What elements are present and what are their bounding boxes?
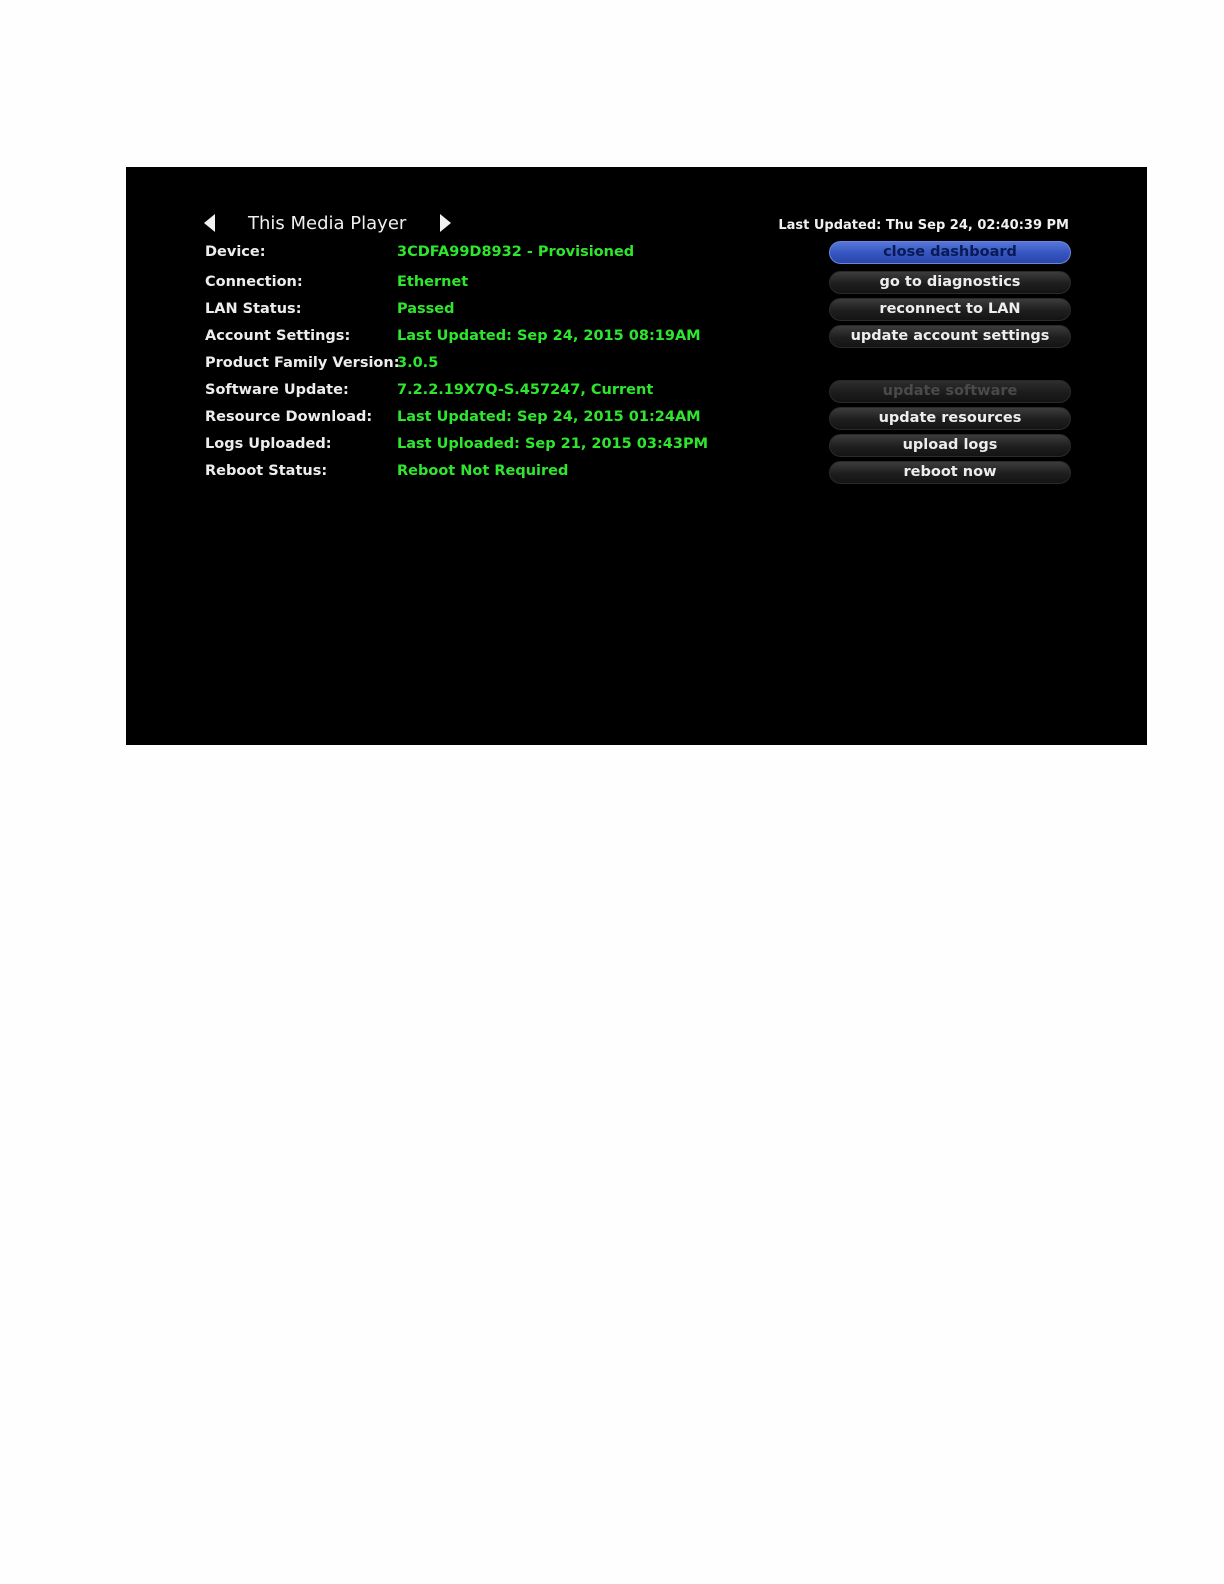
info-row-reboot-status: [205, 463, 765, 483]
info-row-lan-status: [205, 301, 765, 321]
info-value: Last Uploaded: Sep 21, 2015 03:43PM: [397, 436, 708, 452]
info-label: Logs Uploaded:: [205, 436, 332, 452]
info-label: Account Settings:: [205, 328, 351, 344]
player-navigator: [204, 209, 451, 237]
info-label: Resource Download:: [205, 409, 373, 425]
info-value: Last Updated: Sep 24, 2015 01:24AM: [397, 409, 701, 425]
info-row-account-settings: [205, 328, 765, 348]
reconnect-to-lan-button[interactable]: reconnect to LAN: [829, 298, 1071, 321]
info-label: LAN Status:: [205, 301, 302, 317]
update-software-button[interactable]: update software: [829, 380, 1071, 403]
go-to-diagnostics-button[interactable]: go to diagnostics: [829, 271, 1071, 294]
info-row-device: [205, 244, 765, 264]
info-label: Product Family Version:: [205, 355, 400, 371]
info-label: Device:: [205, 244, 266, 260]
info-value: Passed: [397, 301, 455, 317]
last-updated-timestamp: Last Updated: Thu Sep 24, 02:40:39 PM: [778, 218, 1069, 233]
update-account-settings-button[interactable]: update account settings: [829, 325, 1071, 348]
info-row-resource-download: [205, 409, 765, 429]
update-resources-button[interactable]: update resources: [829, 407, 1071, 430]
info-label: Software Update:: [205, 382, 349, 398]
info-value: 3CDFA99D8932 - Provisioned: [397, 244, 635, 260]
info-value: Ethernet: [397, 274, 469, 290]
info-row-logs-uploaded: [205, 436, 765, 456]
upload-logs-button[interactable]: upload logs: [829, 434, 1071, 457]
info-row-product-family-version: [205, 355, 765, 375]
info-row-software-update: [205, 382, 765, 402]
info-label: Connection:: [205, 274, 303, 290]
dashboard-screen: [126, 167, 1147, 745]
close-dashboard-button[interactable]: close dashboard: [829, 241, 1071, 264]
info-row-connection: [205, 274, 765, 294]
reboot-now-button[interactable]: reboot now: [829, 461, 1071, 484]
info-value: 3.0.5: [397, 355, 439, 371]
info-value: Reboot Not Required: [397, 463, 569, 479]
previous-arrow-icon[interactable]: [204, 214, 215, 232]
player-title: This Media Player: [248, 212, 407, 234]
next-arrow-icon[interactable]: [440, 214, 451, 232]
info-label: Reboot Status:: [205, 463, 328, 479]
info-value: Last Updated: Sep 24, 2015 08:19AM: [397, 328, 701, 344]
info-value: 7.2.2.19X7Q-S.457247, Current: [397, 382, 654, 398]
